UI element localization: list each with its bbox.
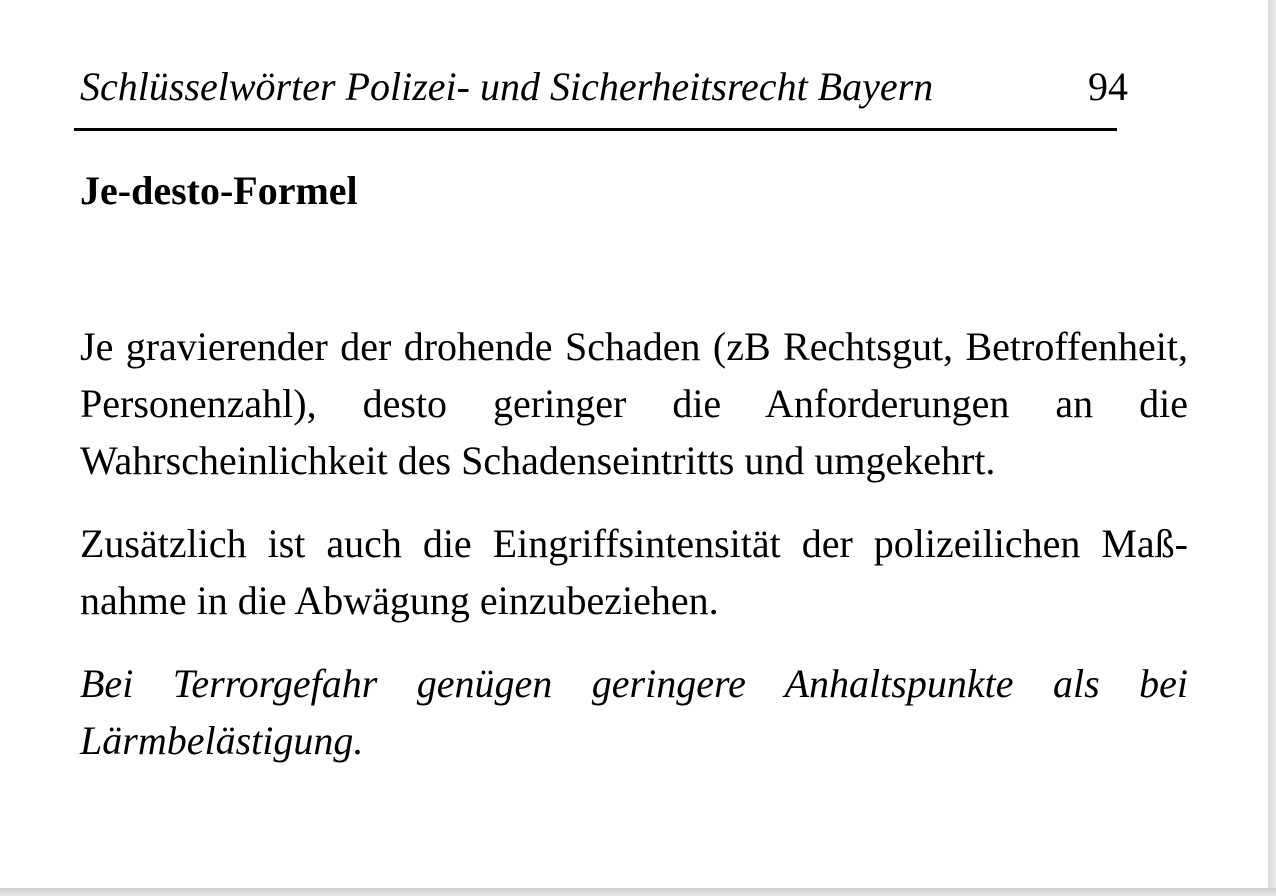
page-number: 94 <box>1088 64 1128 109</box>
example-paragraph: Bei Terrorgefahr genügen geringere Anhaltspunkte als bei Lärmbelästigung. <box>80 661 1188 763</box>
page-shadow-bottom <box>0 888 1276 896</box>
body-paragraph-1: Je gravierender der drohende Schaden (zB Rechtsgut, Betroffenheit, Personenzahl), desto geringer die Anforderungen an die Wahrscheinlichkeit des Schadenseintritts und umgekehrt. <box>80 324 1188 483</box>
page-shadow-right <box>1268 0 1276 896</box>
body-paragraph-2: Zusätzlich ist auch die Eingriffsintensität der polizeilichen Maßnahme in die Abwägung einzubeziehen. <box>80 521 1188 623</box>
running-header-title: Schlüsselwörter Polizei- und Sicherheitsrecht Bayern <box>80 64 934 109</box>
header-divider <box>74 128 1117 131</box>
section-heading: Je-desto-Formel <box>80 168 358 213</box>
